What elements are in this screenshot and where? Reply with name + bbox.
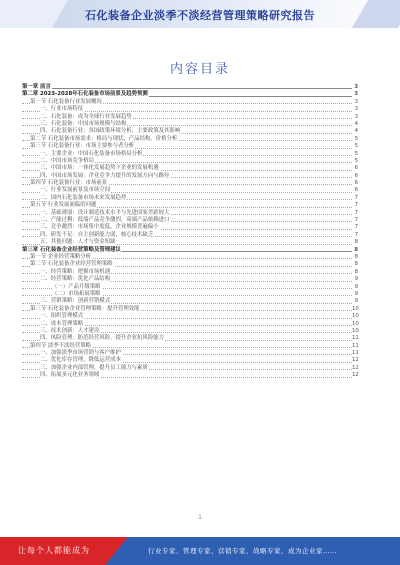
- toc-entry-title: 第四节 淡季不淡经营策略: [30, 342, 92, 349]
- toc-entry-page: 7: [352, 210, 358, 217]
- toc-entry-page: 11: [352, 342, 359, 349]
- toc-entry[interactable]: [22, 239, 358, 246]
- toc-entry-title: 一、加强淡季市场营销与客户维护: [40, 350, 121, 357]
- toc-entry[interactable]: [22, 173, 358, 180]
- report-title: 石化装备企业淡季不淡经营管理策略研究报告: [85, 9, 315, 22]
- toc-entry-page: 12: [352, 372, 359, 379]
- footer-slogan: 让每个人都能成为: [18, 546, 90, 555]
- toc-entry[interactable]: [22, 165, 358, 172]
- toc-entry-page: 6: [352, 165, 358, 172]
- toc-entry[interactable]: [22, 187, 358, 194]
- toc-entry-title: （一）产品升级策略: [52, 283, 101, 290]
- toc-entry-page: 7: [352, 224, 358, 231]
- toc-entry[interactable]: [22, 114, 358, 121]
- toc-entry-title: 二、国内石化装备市场未来发展趋势: [40, 194, 127, 201]
- toc-entry-page: 12: [352, 357, 359, 364]
- toc-heading: 内容目录: [169, 62, 230, 77]
- page-number: 1: [198, 514, 202, 521]
- toc-entry-title: （二）市场拓展策略: [52, 290, 101, 297]
- toc-entry[interactable]: [22, 106, 358, 113]
- toc-entry-page: 3: [352, 99, 358, 106]
- toc-entry-page: 6: [352, 173, 358, 180]
- footer-bar: [0, 537, 400, 565]
- toc-entry[interactable]: [22, 343, 358, 350]
- toc-entry-title: 第二章 2023-2028年石化装备市场前景及趋势预测: [22, 91, 148, 98]
- toc-entry-title: 一、行业市场特征: [40, 106, 84, 113]
- table-of-contents: [22, 84, 358, 380]
- toc-entry-title: 三、竞争激烈：市场集中度低，企业规模普遍偏小: [40, 224, 159, 231]
- toc-entry-page: 7: [352, 195, 358, 202]
- toc-entry-page: 8: [352, 247, 358, 254]
- toc-entry-title: 第二节 石化装备市场需求：格局与现状，产品结构，价格分析: [30, 135, 178, 142]
- toc-entry-title: 五、其他问题：人才与资金短缺: [40, 239, 116, 246]
- toc-entry[interactable]: [22, 128, 358, 135]
- toc-entry-page: 9: [352, 298, 358, 305]
- toc-entry-page: 8: [352, 269, 358, 276]
- toc-entry[interactable]: [22, 306, 358, 313]
- toc-entry[interactable]: [22, 261, 358, 268]
- toc-entry-title: 三、技术创新：人才建设: [40, 327, 100, 334]
- toc-entry-title: 一、行业发展前景及市场空间: [40, 187, 111, 194]
- toc-entry-page: 6: [352, 187, 358, 194]
- toc-entry-title: 第二节 石化装备企业经营管理策略: [30, 261, 113, 268]
- toc-entry-title: 三、营销策略：创新营销模式: [40, 298, 111, 305]
- toc-entry-title: 第一节 石化装备行业发展概况: [30, 98, 102, 105]
- toc-entry-page: 7: [352, 232, 358, 239]
- toc-entry-title: 第五节 行业发展面临的问题: [30, 202, 97, 209]
- toc-entry-title: 第四节 石化装备行业：市场前景: [30, 180, 108, 187]
- toc-entry[interactable]: [22, 143, 358, 150]
- toc-leader-dots: [22, 88, 352, 89]
- toc-entry-page: 7: [352, 217, 358, 224]
- toc-entry-page: 11: [352, 335, 359, 342]
- toc-entry-page: 3: [352, 114, 358, 121]
- footer-tagline: 行业专家、管理专家、营销专家、战略专家、成为企业家……: [148, 547, 337, 555]
- toc-entry-title: 第三节 石化装备企业管理策略：提升管理效能: [30, 305, 140, 312]
- toc-entry[interactable]: [22, 210, 358, 217]
- toc-entry-title: 二、中国市场竞争格局: [40, 157, 94, 164]
- toc-entry-page: 3: [352, 91, 358, 98]
- toc-entry-page: 8: [352, 254, 358, 261]
- toc-entry-title: 二、石化装备：成为全球行业发展趋势: [40, 113, 132, 120]
- toc-entry-page: 4: [352, 128, 358, 135]
- toc-entry-title: 一、主要企业：中国石化装备市场格局分析: [40, 150, 143, 157]
- toc-entry-title: 一、组织管理模式: [40, 313, 84, 320]
- toc-entry-title: 四、研发不足：自主创新能力弱，核心技术缺乏: [40, 231, 154, 238]
- toc-entry-page: 10: [352, 320, 359, 327]
- toc-entry[interactable]: [22, 313, 358, 320]
- toc-entry[interactable]: [22, 372, 358, 379]
- toc-entry-page: 9: [352, 276, 358, 283]
- toc-entry-title: 四、风险管理：防范经营风险，提升企业抗风险能力: [40, 335, 164, 342]
- toc-entry-title: 第三章 石化装备企业经营策略及管理建议: [22, 246, 121, 253]
- toc-entry-page: 5: [352, 143, 358, 150]
- toc-entry-title: 三、中国市场：一体化发展趋势下企业的发展机遇: [40, 165, 159, 172]
- toc-entry-page: 8: [352, 239, 358, 246]
- toc-entry[interactable]: [22, 151, 358, 158]
- toc-entry-title: 二、产能过剩：低端产品竞争激烈，高端产品依赖进口: [40, 217, 170, 224]
- toc-entry-page: 10: [352, 305, 359, 312]
- toc-entry-title: 第一章 前言: [22, 84, 51, 90]
- toc-entry-title: 四、石化装备行业：各国政策环境分析，主要政策及其影响: [40, 128, 181, 135]
- toc-entry-page: 7: [352, 202, 358, 209]
- toc-entry-page: 3: [352, 84, 358, 91]
- toc-entry-page: 12: [352, 364, 359, 371]
- toc-entry[interactable]: [22, 357, 358, 364]
- toc-entry-page: 4: [352, 121, 358, 128]
- toc-entry-title: 第三节 石化装备行业：市场主要参与者分析: [30, 143, 135, 150]
- toc-entry-title: 二、经营策略：优化产品结构: [40, 276, 111, 283]
- toc-entry-page: 10: [352, 327, 359, 334]
- toc-entry-page: 5: [352, 151, 358, 158]
- toc-entry[interactable]: [22, 284, 358, 291]
- toc-entry-page: 5: [352, 158, 358, 165]
- toc-entry[interactable]: [22, 335, 358, 342]
- toc-entry-title: 四、拓展多元化业务领域: [40, 372, 100, 379]
- toc-entry-title: 二、优化库存管理，降低运营成本: [40, 357, 121, 364]
- toc-entry-page: 8: [352, 261, 358, 268]
- toc-entry-title: 一、基础薄弱：设计制造技术水平与先进国家差距较大: [40, 209, 170, 216]
- toc-entry[interactable]: [22, 91, 358, 98]
- toc-entry[interactable]: [22, 276, 358, 283]
- toc-entry[interactable]: [22, 321, 358, 328]
- toc-entry[interactable]: [22, 247, 358, 254]
- toc-entry[interactable]: [22, 202, 358, 209]
- toc-entry-page: 11: [352, 350, 359, 357]
- toc-entry-title: 一、经营策略：把握市场机遇: [40, 268, 111, 275]
- toc-entry-page: 9: [352, 291, 358, 298]
- toc-entry-title: 三、加强企业内部管理，提升员工能力与素质: [40, 364, 148, 371]
- toc-entry-title: 二、成本管理策略: [40, 320, 84, 327]
- toc-entry-page: 5: [352, 136, 358, 143]
- toc-entry-title: 第一节 企业经营策略分析: [30, 253, 92, 260]
- toc-entry-page: 9: [352, 284, 358, 291]
- toc-entry[interactable]: [22, 298, 358, 305]
- toc-entry-title: 四、中国市场发展：企业竞争力提升的发展方向与路径: [40, 172, 170, 179]
- toc-entry-title: 三、石化装备：中国市场规模与结构: [40, 120, 127, 127]
- toc-entry-page: 10: [352, 313, 359, 320]
- toc-entry[interactable]: [22, 224, 358, 231]
- toc-entry-page: 6: [352, 180, 358, 187]
- toc-entry-page: 3: [352, 106, 358, 113]
